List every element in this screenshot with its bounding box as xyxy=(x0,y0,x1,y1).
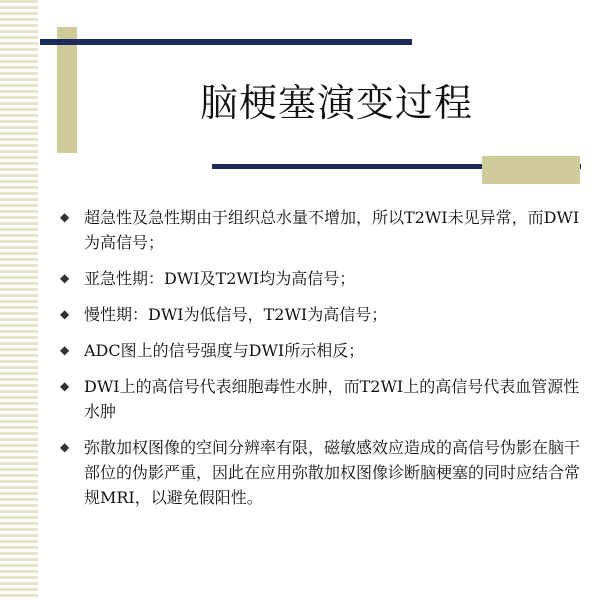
bullet-text: ADC图上的信号强度与DWI所示相反； xyxy=(84,341,365,360)
bullet-item xyxy=(60,302,580,327)
navy-rule-top xyxy=(40,39,412,45)
bullet-item xyxy=(60,338,580,363)
bullet-text: 弥散加权图像的空间分辨率有限，磁敏感效应造成的高信号伪影在脑干部位的伪影严重，因此在应用弥散加权图像诊断脑梗塞的同时应结合常规MRI，以避免假阳性。 xyxy=(84,438,581,507)
diamond-bullet-icon: ◆ xyxy=(60,440,70,454)
bullet-list xyxy=(60,205,580,519)
bullet-item xyxy=(60,266,580,291)
bullet-text: DWI上的高信号代表细胞毒性水肿，而T2WI上的高信号代表血管源性水肿 xyxy=(84,377,580,421)
diamond-bullet-icon: ◆ xyxy=(60,271,70,285)
bullet-text: 慢性期：DWI为低信号，T2WI为高信号； xyxy=(84,305,388,324)
olive-accent-block-left xyxy=(57,27,77,153)
diamond-bullet-icon: ◆ xyxy=(60,379,70,393)
diamond-bullet-icon: ◆ xyxy=(60,210,70,224)
bullet-text: 亚急性期：DWI及T2WI均为高信号； xyxy=(84,269,356,288)
slide-title: 脑梗塞演变过程 xyxy=(200,81,474,125)
bullet-item xyxy=(60,205,580,255)
olive-accent-block-right xyxy=(482,156,580,184)
diamond-bullet-icon: ◆ xyxy=(60,307,70,321)
diamond-bullet-icon: ◆ xyxy=(60,343,70,357)
bullet-item xyxy=(60,435,580,510)
left-stripe-decoration xyxy=(0,0,38,600)
bullet-item xyxy=(60,374,580,424)
bullet-text: 超急性及急性期由于组织总水量不增加，所以T2WI未见异常，而DWI为高信号； xyxy=(84,208,580,252)
